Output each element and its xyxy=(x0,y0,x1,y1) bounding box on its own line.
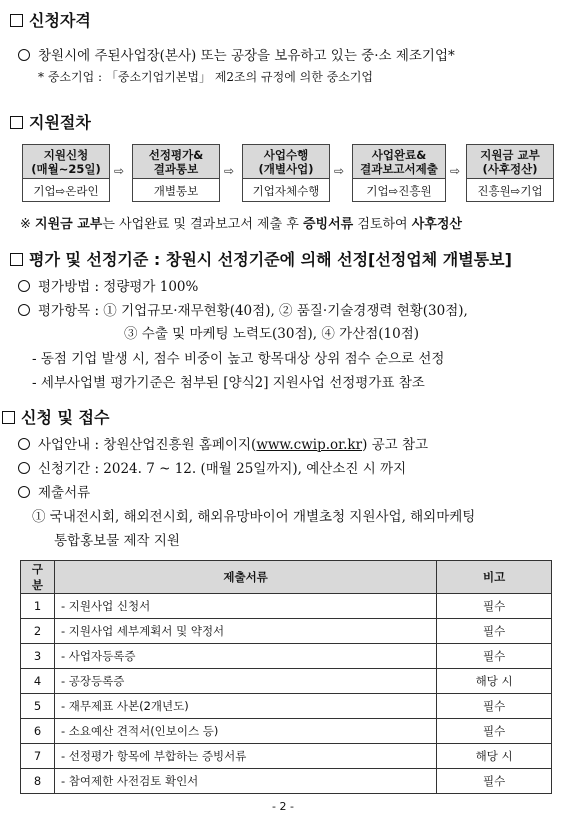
note-text: 는 사업완료 및 결과보고서 제출 후 xyxy=(102,217,303,232)
heading-text: 신청 및 접수 xyxy=(21,408,110,427)
table-row xyxy=(21,744,552,769)
step-detail: 개별통보 xyxy=(153,184,199,198)
note-bold-settlement: 사후정산 xyxy=(411,217,462,232)
circle-bullet-icon xyxy=(18,304,30,316)
table-header-row xyxy=(21,561,552,594)
header-no: 구분 xyxy=(21,561,55,594)
step-subtitle: (사후정산) xyxy=(482,161,538,176)
procedure-flow xyxy=(22,144,552,204)
evaluation-method xyxy=(18,275,198,295)
table-row xyxy=(21,669,552,694)
step-title: 선정평가& xyxy=(148,147,204,162)
cell-remark: 필수 xyxy=(437,769,552,794)
application-guide xyxy=(18,433,428,453)
bullet-text: 평가방법 : 정량평가 100% xyxy=(38,279,199,295)
section-heading-procedure xyxy=(10,110,91,133)
circle-bullet-icon xyxy=(18,462,30,474)
eligibility-bullet xyxy=(18,44,455,64)
procedure-note xyxy=(20,213,462,232)
evaluation-items-cont: ③ 수출 및 마케팅 노력도(30점), ④ 가산점(10점) xyxy=(124,326,420,342)
cell-document: - 사업자등록증 xyxy=(54,644,436,669)
arrow-right-icon: ⇨ xyxy=(114,164,125,178)
eligibility-note: * 중소기업 : 「중소기업기본법」 제2조의 규정에 의한 중소기업 xyxy=(38,70,373,84)
step-detail: 기업자체수행 xyxy=(252,184,320,198)
cell-document: - 소요예산 견적서(인보이스 등) xyxy=(54,719,436,744)
page-number: - 2 - xyxy=(272,800,294,813)
circle-bullet-icon xyxy=(18,49,30,61)
cell-remark: 필수 xyxy=(437,594,552,619)
homepage-link[interactable]: www.cwip.or.kr xyxy=(256,437,363,453)
note-bold-grant: 지원금 교부 xyxy=(35,217,103,232)
arrow-right-icon: ⇨ xyxy=(224,164,235,178)
section-heading-evaluation xyxy=(10,247,512,270)
bullet-text: 신청기간 : 2024. 7 ~ 12. (매월 25일까지), 예산소진 시 까지 xyxy=(38,461,407,477)
checkbox-square-icon xyxy=(10,253,23,266)
circle-bullet-icon xyxy=(18,486,30,498)
flow-step-1 xyxy=(22,144,110,202)
cell-document: - 지원사업 신청서 xyxy=(54,594,436,619)
cell-remark: 필수 xyxy=(437,694,552,719)
cell-remark: 필수 xyxy=(437,644,552,669)
step-title: 지원금 교부 xyxy=(480,147,540,162)
cell-document: - 선정평가 항목에 부합하는 증빙서류 xyxy=(54,744,436,769)
cell-document: - 참여제한 사전검토 확인서 xyxy=(54,769,436,794)
evaluation-detail-criteria: - 세부사업별 평가기준은 첨부된 [양식2] 지원사업 선정평가표 참조 xyxy=(32,375,425,391)
cell-document: - 재무제표 사본(2개년도) xyxy=(54,694,436,719)
evaluation-items xyxy=(18,299,468,319)
cell-no: 7 xyxy=(21,744,55,769)
evaluation-detail-tie: - 동점 기업 발생 시, 점수 비중이 높고 항목대상 상위 점수 순으로 선정 xyxy=(32,351,445,367)
circle-bullet-icon xyxy=(18,280,30,292)
flow-step-4 xyxy=(352,144,446,202)
table-row xyxy=(21,769,552,794)
heading-text: 신청자격 xyxy=(29,11,91,30)
table-row xyxy=(21,619,552,644)
step-detail: 기업⇨진흥원 xyxy=(366,184,432,198)
required-documents-label xyxy=(18,481,90,501)
step-subtitle: (개별사업) xyxy=(258,161,314,176)
cell-no: 3 xyxy=(21,644,55,669)
step-subtitle: (매월~25일) xyxy=(31,161,101,176)
cell-no: 8 xyxy=(21,769,55,794)
cell-no: 2 xyxy=(21,619,55,644)
cell-no: 1 xyxy=(21,594,55,619)
bullet-text: 창원시에 주된사업장(본사) 또는 공장을 보유하고 있는 중·소 제조기업* xyxy=(38,48,455,64)
checkbox-square-icon xyxy=(2,411,15,424)
note-bold-evidence: 증빙서류 xyxy=(302,217,354,232)
cell-remark: 필수 xyxy=(437,719,552,744)
flow-step-3 xyxy=(242,144,330,202)
cell-remark: 해당 시 xyxy=(437,669,552,694)
flow-step-2 xyxy=(132,144,220,202)
table-row xyxy=(21,719,552,744)
cell-no: 6 xyxy=(21,719,55,744)
bullet-text: 제출서류 xyxy=(38,485,91,501)
required-documents-table xyxy=(20,560,552,794)
heading-text: 지원절차 xyxy=(29,113,91,132)
circle-bullet-icon xyxy=(18,438,30,450)
bullet-text: 평가항목 : ① 기업규모·재무현황(40점), ② 품질·기술경쟁력 현황(30점), xyxy=(38,303,468,319)
flow-step-5 xyxy=(466,144,554,202)
header-document: 제출서류 xyxy=(54,561,436,594)
documents-scope-cont: 통합홍보물 제작 지원 xyxy=(54,533,180,549)
arrow-right-icon: ⇨ xyxy=(334,164,345,178)
step-subtitle: 결과보고서제출 xyxy=(360,161,438,176)
cell-document: - 공장등록증 xyxy=(54,669,436,694)
table-row xyxy=(21,644,552,669)
header-remark: 비고 xyxy=(437,561,552,594)
cell-remark: 필수 xyxy=(437,619,552,644)
cell-document: - 지원사업 세부계획서 및 약정서 xyxy=(54,619,436,644)
step-detail: 기업⇨온라인 xyxy=(33,184,99,198)
table-row xyxy=(21,594,552,619)
bullet-text: ) 공고 참고 xyxy=(362,437,429,453)
section-heading-eligibility xyxy=(10,8,91,31)
cell-remark: 해당 시 xyxy=(437,744,552,769)
application-period xyxy=(18,457,406,477)
heading-text: 평가 및 선정기준 : 창원시 선정기준에 의해 선정[선정업체 개별통보] xyxy=(29,250,512,269)
checkbox-square-icon xyxy=(10,116,23,129)
table-row xyxy=(21,694,552,719)
cell-no: 5 xyxy=(21,694,55,719)
step-subtitle: 결과통보 xyxy=(153,161,199,176)
section-heading-application xyxy=(2,405,109,428)
cell-no: 4 xyxy=(21,669,55,694)
documents-scope: ① 국내전시회, 해외전시회, 해외유망바이어 개별초청 지원사업, 해외마케팅 xyxy=(32,509,476,525)
note-text: 검토하여 xyxy=(353,217,412,232)
arrow-right-icon: ⇨ xyxy=(450,164,461,178)
bullet-text: 사업안내 : 창원산업진흥원 홈페이지( xyxy=(38,437,257,453)
note-mark: ※ xyxy=(20,217,31,232)
step-detail: 진흥원⇨기업 xyxy=(477,184,543,198)
step-title: 지원신청 xyxy=(43,147,89,162)
step-title: 사업수행 xyxy=(263,147,309,162)
step-title: 사업완료& xyxy=(371,147,427,162)
checkbox-square-icon xyxy=(10,14,23,27)
